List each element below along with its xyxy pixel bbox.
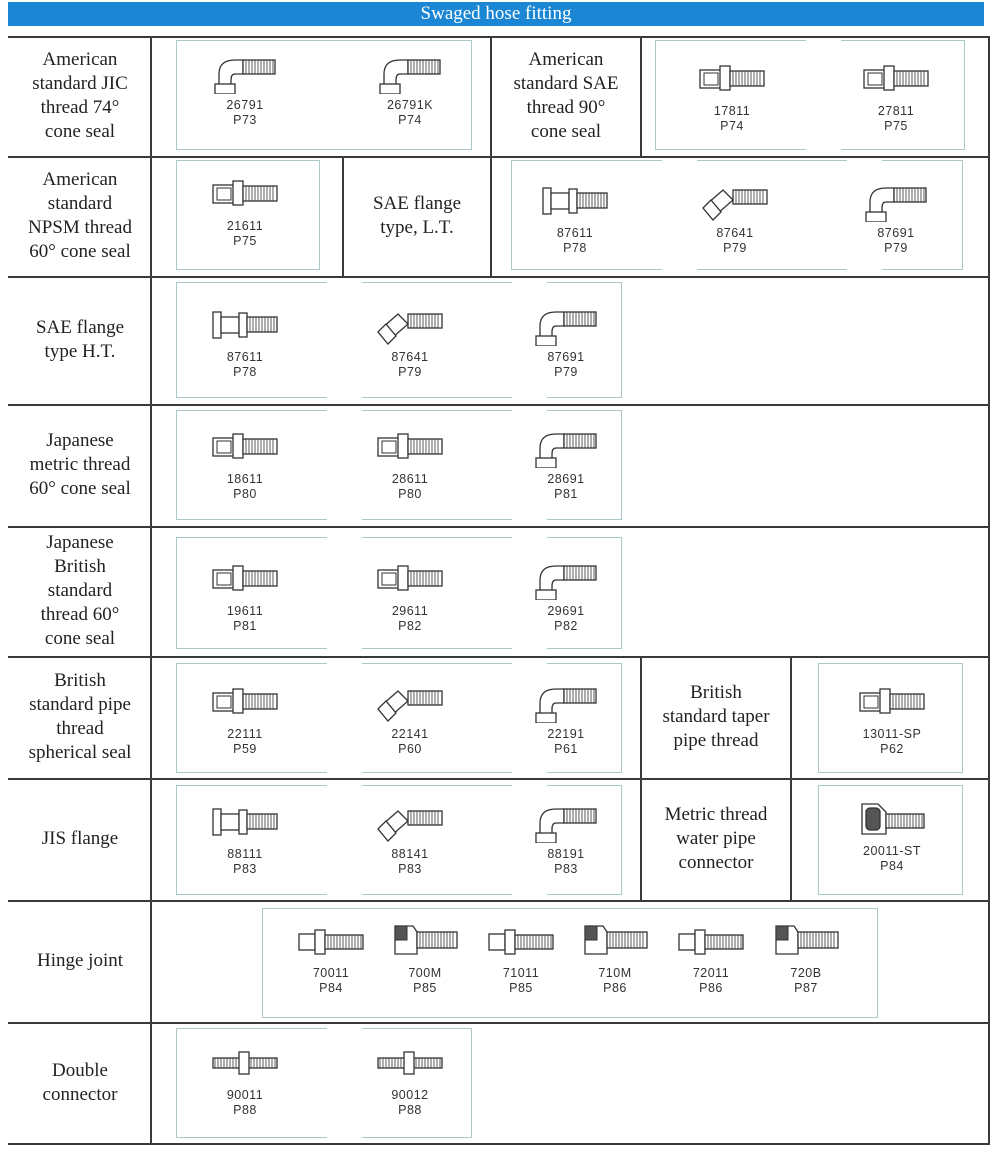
- part-number: 71011: [502, 966, 540, 980]
- catalog-page-ref: P79: [398, 365, 422, 379]
- part-number: 72011: [692, 966, 730, 980]
- fitting-item[interactable]: [837, 800, 947, 874]
- fitting-item[interactable]: [355, 560, 465, 634]
- row-label: British standard taper pipe thread: [662, 682, 770, 751]
- straight-fitting-icon: [190, 428, 300, 468]
- elbow-90-fitting-icon: [511, 560, 621, 600]
- fitting-item[interactable]: [841, 60, 951, 134]
- fitting-item[interactable]: [511, 306, 621, 380]
- catalog-page-ref: P83: [554, 862, 578, 876]
- table-row-border: [8, 404, 990, 406]
- catalog-page-ref: P83: [398, 862, 422, 876]
- table-row-border: [8, 900, 990, 902]
- table-row-border: [8, 656, 990, 658]
- fitting-item[interactable]: [355, 428, 465, 502]
- table-row-border: [8, 1143, 990, 1145]
- catalog-page-ref: P79: [554, 365, 578, 379]
- part-number: 87611: [556, 226, 594, 240]
- fitting-item[interactable]: [190, 683, 300, 757]
- part-number: 18611: [226, 472, 264, 486]
- table-row-border: [8, 276, 990, 278]
- double-connector-icon: [190, 1044, 300, 1084]
- catalog-page-ref: P61: [554, 742, 578, 756]
- table-row-border: [8, 156, 990, 158]
- straight-fitting-icon: [837, 683, 947, 723]
- fitting-item[interactable]: [511, 803, 621, 877]
- fitting-item[interactable]: [751, 922, 861, 996]
- catalog-page-ref: P86: [699, 981, 723, 995]
- section-title: Swaged hose fitting: [8, 2, 984, 26]
- part-number: 19611: [226, 604, 264, 618]
- fitting-item[interactable]: [190, 428, 300, 502]
- fitting-item[interactable]: [355, 683, 465, 757]
- part-number: 21611: [226, 219, 264, 233]
- catalog-page-ref: P78: [563, 241, 587, 255]
- fitting-item[interactable]: [680, 182, 790, 256]
- catalog-page-ref: P80: [398, 487, 422, 501]
- elbow-45-fitting-icon: [680, 182, 790, 222]
- catalog-page-ref: P85: [509, 981, 533, 995]
- double-connector-icon: [355, 1044, 465, 1084]
- catalog-page-ref: P80: [233, 487, 257, 501]
- part-number: 720B: [790, 966, 822, 980]
- elbow-90-fitting-icon: [355, 54, 465, 94]
- straight-fitting-icon: [677, 60, 787, 100]
- water-pipe-connector-icon: [837, 800, 947, 840]
- catalog-page-ref: P78: [233, 365, 257, 379]
- catalog-page-ref: P88: [233, 1103, 257, 1117]
- part-number: 29611: [391, 604, 429, 618]
- elbow-45-fitting-icon: [355, 683, 465, 723]
- elbow-90-fitting-icon: [511, 306, 621, 346]
- banjo-fitting-icon: [751, 922, 861, 962]
- part-number: 88111: [227, 847, 263, 861]
- fitting-item[interactable]: [677, 60, 787, 134]
- catalog-page-ref: P73: [233, 113, 257, 127]
- elbow-90-fitting-icon: [190, 54, 300, 94]
- catalog-page-ref: P85: [413, 981, 437, 995]
- flange-fitting-icon: [190, 803, 300, 843]
- catalog-page-ref: P82: [554, 619, 578, 633]
- part-number: 28611: [391, 472, 429, 486]
- catalog-page-ref: P81: [554, 487, 578, 501]
- row-label: Double connector: [42, 1059, 118, 1105]
- straight-fitting-icon: [190, 560, 300, 600]
- fitting-item[interactable]: [560, 922, 670, 996]
- catalog-page-ref: P75: [884, 119, 908, 133]
- fitting-item[interactable]: [190, 560, 300, 634]
- part-number: 22111: [227, 727, 263, 741]
- fitting-item[interactable]: [841, 182, 951, 256]
- part-number: 17811: [713, 104, 751, 118]
- elbow-90-fitting-icon: [511, 803, 621, 843]
- row-label: American standard SAE thread 90° cone seal: [513, 49, 619, 142]
- row-label: Hinge joint: [36, 950, 124, 971]
- flange-fitting-icon: [520, 182, 630, 222]
- table-divider: [490, 156, 492, 276]
- fitting-item[interactable]: [511, 560, 621, 634]
- catalog-page-ref: P81: [233, 619, 257, 633]
- catalog-page-ref: P84: [319, 981, 343, 995]
- fitting-item[interactable]: [355, 306, 465, 380]
- table-border: [988, 36, 990, 1144]
- catalog-page-ref: P79: [723, 241, 747, 255]
- fitting-item[interactable]: [355, 803, 465, 877]
- row-label: American standard JIC thread 74° cone seal: [32, 49, 128, 142]
- elbow-90-fitting-icon: [841, 182, 951, 222]
- table-row-border: [8, 526, 990, 528]
- fitting-item[interactable]: [370, 922, 480, 996]
- part-number: 88191: [547, 847, 585, 861]
- fitting-item[interactable]: [190, 1044, 300, 1118]
- part-number: 13011-SP: [862, 727, 922, 741]
- catalog-page-ref: P83: [233, 862, 257, 876]
- row-label: SAE flange type H.T.: [35, 317, 125, 362]
- row-label: JIS flange: [41, 828, 119, 849]
- catalog-page-ref: P62: [880, 742, 904, 756]
- straight-fitting-icon: [190, 683, 300, 723]
- flange-fitting-icon: [190, 306, 300, 346]
- fitting-item[interactable]: [520, 182, 630, 256]
- table-divider: [790, 656, 792, 778]
- part-number: 22191: [547, 727, 585, 741]
- catalog-page-ref: P87: [794, 981, 818, 995]
- hinge-fitting-icon: [656, 922, 766, 962]
- elbow-90-fitting-icon: [511, 428, 621, 468]
- part-number: 87691: [547, 350, 585, 364]
- table-divider: [790, 778, 792, 900]
- fitting-item[interactable]: [511, 683, 621, 757]
- part-number: 27811: [877, 104, 915, 118]
- catalog-page-ref: P86: [603, 981, 627, 995]
- straight-fitting-icon: [190, 175, 300, 215]
- table-divider: [640, 36, 642, 156]
- elbow-90-fitting-icon: [511, 683, 621, 723]
- part-number: 90011: [226, 1088, 264, 1102]
- fitting-item[interactable]: [511, 428, 621, 502]
- table-row-border: [8, 1022, 990, 1024]
- part-number: 90012: [391, 1088, 429, 1102]
- banjo-fitting-icon: [370, 922, 480, 962]
- elbow-45-fitting-icon: [355, 306, 465, 346]
- fitting-item[interactable]: [190, 306, 300, 380]
- fitting-item[interactable]: [190, 54, 300, 128]
- fitting-item[interactable]: [190, 803, 300, 877]
- fitting-item[interactable]: [355, 54, 465, 128]
- catalog-page-ref: P59: [233, 742, 257, 756]
- catalog-page-ref: P74: [720, 119, 744, 133]
- table-row-border: [8, 778, 990, 780]
- straight-fitting-icon: [355, 560, 465, 600]
- part-number: 20011-ST: [863, 844, 921, 858]
- part-number: 87641: [716, 226, 754, 240]
- row-label: Japanese metric thread 60° cone seal: [29, 430, 131, 499]
- catalog-page-ref: P88: [398, 1103, 422, 1117]
- straight-fitting-icon: [841, 60, 951, 100]
- part-number: 87611: [226, 350, 264, 364]
- part-number: 26791K: [386, 98, 434, 112]
- part-number: 70011: [312, 966, 350, 980]
- row-label: British standard pipe thread spherical seal: [28, 670, 132, 763]
- part-number: 87691: [877, 226, 915, 240]
- straight-fitting-icon: [355, 428, 465, 468]
- banjo-fitting-icon: [560, 922, 670, 962]
- fitting-item[interactable]: [355, 1044, 465, 1118]
- catalog-page-ref: P75: [233, 234, 257, 248]
- part-number: 26791: [226, 98, 264, 112]
- fitting-item[interactable]: [656, 922, 766, 996]
- catalog-page-ref: P74: [398, 113, 422, 127]
- part-number: 29691: [547, 604, 585, 618]
- catalog-page-ref: P82: [398, 619, 422, 633]
- part-number: 700M: [408, 966, 442, 980]
- catalog-page-ref: P79: [884, 241, 908, 255]
- row-label: American standard NPSM thread 60° cone seal: [28, 169, 132, 262]
- elbow-45-fitting-icon: [355, 803, 465, 843]
- row-label: SAE flange type, L.T.: [372, 193, 462, 238]
- part-number: 88141: [391, 847, 429, 861]
- row-label: Japanese British standard thread 60° cone seal: [40, 532, 120, 649]
- row-label: Metric thread water pipe connector: [664, 804, 768, 873]
- catalog-page-ref: P84: [880, 859, 904, 873]
- part-number: 28691: [547, 472, 585, 486]
- table-divider: [150, 36, 152, 1144]
- fitting-item[interactable]: [190, 175, 300, 249]
- part-number: 22141: [391, 727, 429, 741]
- part-number: 87641: [391, 350, 429, 364]
- part-number: 710M: [598, 966, 632, 980]
- fitting-item[interactable]: [837, 683, 947, 757]
- catalog-page-ref: P60: [398, 742, 422, 756]
